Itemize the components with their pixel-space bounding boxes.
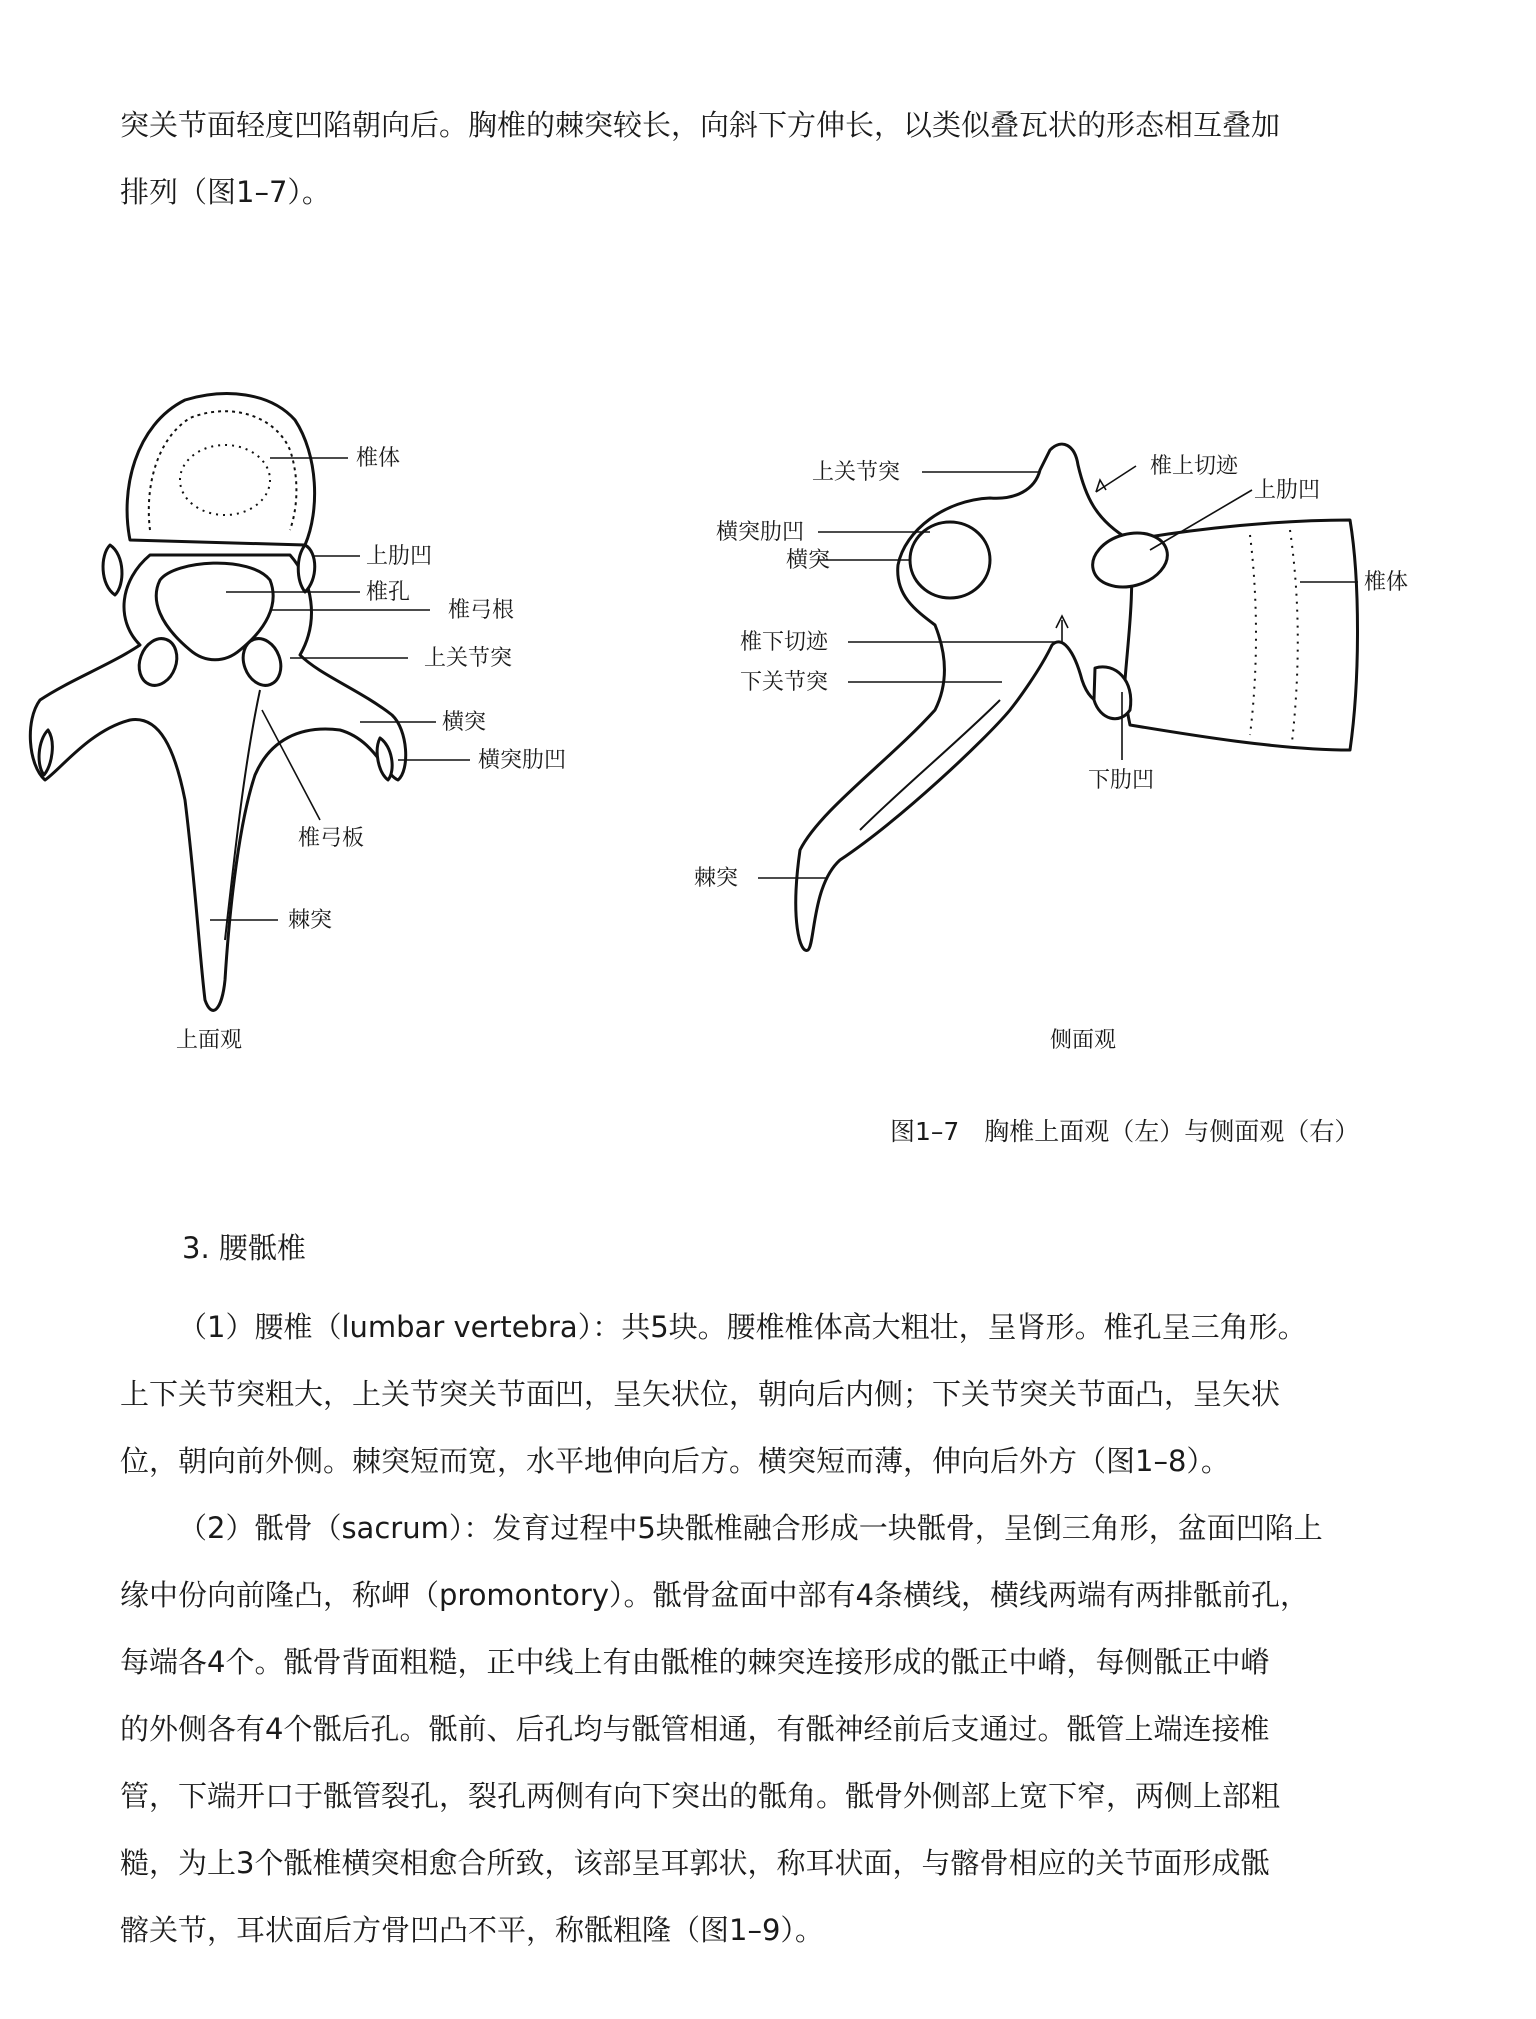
- text-line: 上下关节突粗大，上关节突关节面凹，呈矢状位，朝向后内侧；下关节突关节面凸，呈矢状: [120, 1377, 1281, 1411]
- label-side-transverse-costal-facet: 横突肋凹: [716, 520, 805, 545]
- side-view-drawing: [796, 444, 1358, 950]
- text-line: 每端各4个。骶骨背面粗糙，正中线上有由骶椎的棘突连接形成的骶正中嵴，每侧骶正中嵴: [120, 1645, 1270, 1679]
- text-line: 缘中份向前隆凸，称岬（promontory）。骶骨盆面中部有4条横线，横线两端有两排骶前孔，: [120, 1578, 1309, 1612]
- caption-top-view: 上面观: [176, 1028, 243, 1053]
- label-side-vertebral-body: 椎体: [1364, 570, 1409, 595]
- text-line: 管，下端开口于骶管裂孔，裂孔两侧有向下突出的骶角。骶骨外侧部上宽下窄，两侧上部粗: [120, 1779, 1281, 1813]
- label-side-inferior-articular-process: 下关节突: [740, 670, 829, 695]
- label-side-inferior-vertebral-notch: 椎下切迹: [740, 630, 829, 655]
- label-top-superior-articular-process: 上关节突: [424, 646, 513, 671]
- top-vertebral-body: [127, 394, 315, 545]
- label-top-transverse-costal-facet: 横突肋凹: [478, 748, 567, 773]
- caption-side-view: 侧面观: [1050, 1028, 1117, 1053]
- label-top-vertebral-body: 椎体: [356, 446, 401, 471]
- text-line: 糙，为上3个骶椎横突相愈合所致，该部呈耳郭状，称耳状面，与髂骨相应的关节面形成骶: [120, 1846, 1270, 1880]
- label-top-lamina: 椎弓板: [298, 826, 365, 851]
- text-line: 排列（图1–7）。: [120, 175, 331, 209]
- text-line: （2）骶骨（sacrum）：发育过程中5块骶椎融合形成一块骶骨，呈倒三角形，盆面凹陷上: [178, 1511, 1323, 1545]
- lumbar-paragraph: [120, 1294, 1420, 1495]
- top-view-drawing: [30, 394, 405, 1011]
- text-line: 髂关节，耳状面后方骨凹凸不平，称骶粗隆（图1–9）。: [120, 1913, 824, 1947]
- label-top-vertebral-foramen: 椎孔: [366, 580, 411, 605]
- label-side-transverse-process: 横突: [786, 548, 831, 573]
- sacrum-paragraph: [120, 1495, 1420, 1964]
- label-top-pedicle: 椎弓根: [448, 598, 515, 623]
- text-line: 的外侧各有4个骶后孔。骶前、后孔均与骶管相通，有骶神经前后支通过。骶管上端连接椎: [120, 1712, 1270, 1746]
- text-line: 位，朝向前外侧。棘突短而宽，水平地伸向后方。横突短而薄，伸向后外方（图1–8）。: [120, 1444, 1230, 1478]
- label-top-superior-costal-facet: 上肋凹: [366, 544, 433, 569]
- label-side-spinous-process: 棘突: [694, 866, 739, 891]
- label-side-inferior-costal-facet: 下肋凹: [1088, 768, 1155, 793]
- label-top-spinous-process: 棘突: [288, 908, 333, 933]
- label-side-superior-costal-facet: 上肋凹: [1254, 478, 1321, 503]
- side-arch: [796, 444, 1132, 950]
- text-line: （1）腰椎（lumbar vertebra）：共5块。腰椎椎体高大粗壮，呈肾形。椎孔呈三角形。: [178, 1310, 1307, 1344]
- section-heading: 3. 腰骶椎: [182, 1231, 306, 1265]
- label-side-superior-vertebral-notch: 椎上切迹: [1150, 454, 1239, 479]
- label-side-superior-articular-process: 上关节突: [812, 460, 901, 485]
- label-top-transverse-process: 横突: [442, 710, 487, 735]
- text-line: 突关节面轻度凹陷朝向后。胸椎的棘突较长，向斜下方伸长，以类似叠瓦状的形态相互叠加: [120, 108, 1281, 142]
- intro-paragraph: [120, 92, 1420, 226]
- figure-1-7: [0, 380, 1536, 1140]
- figure-caption: 图1–7 胸椎上面观（左）与侧面观（右）: [890, 1117, 1360, 1146]
